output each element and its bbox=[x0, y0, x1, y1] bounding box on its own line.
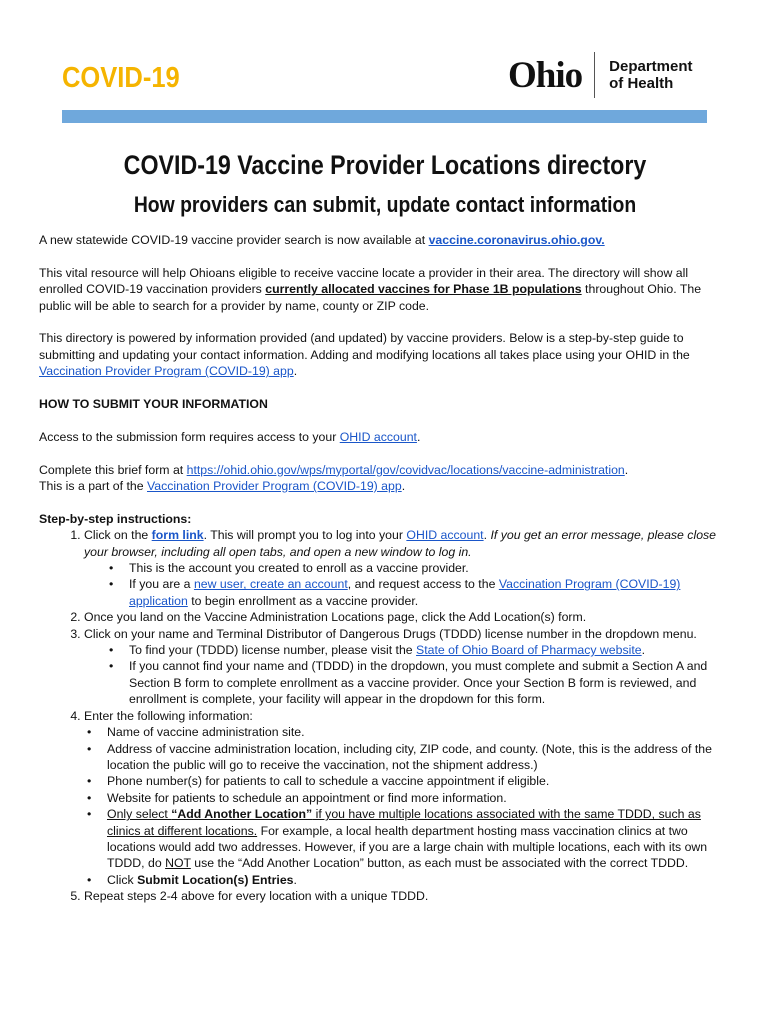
intro-paragraph-3: This directory is powered by information provided (and updated) by vaccine providers. Below is a step-by-step guide to submitting and updating your contact information. Adding and modifying locations all takes place using your OHID in the Vaccination Provider Program (COVID-19) app. bbox=[39, 331, 690, 379]
create-account-link[interactable]: new user, create an account bbox=[193, 577, 348, 592]
steps-heading: Step-by-step instructions: bbox=[39, 511, 192, 526]
step-4-bullets bbox=[84, 724, 729, 888]
step-3-bullets bbox=[84, 642, 729, 708]
step-4-bullet-1: • Name of vaccine administration site. bbox=[107, 724, 729, 740]
document-subtitle: How providers can submit, update contact information bbox=[133, 192, 637, 217]
step-3: 3. Click on your name and Terminal Distributor of Dangerous Drugs (TDDD) license number in the dropdown menu. • To find your (TDDD) license number, please visit the State of Ohio Board of Pharmacy website. • If you cannot find your name and (TDDD) in the dropdown, you must complete and submit a Section A and Section B form to complete enrollment as a vaccine provider. Once your Section B form is reviewed, and enrollment is complete, your facility will appear in the dropdown for this form. bbox=[84, 626, 729, 708]
step-4: 4. Enter the following information: • Name of vaccine administration site. • Address of vaccine administration location, including city, ZIP code, and county. (Note, this is the address of the location the public will go to receive the vaccination, not the shipment address.) • Phone number(s) for patients to call to schedule a vaccine appointment if eligible. • Website for patients to schedule an appointment or find more information. • Only select “Add Another Location” if you have multiple locations associated with the same TDDD, such as clinics at different locations. For example, a local health department hosting mass vaccination clinics at two locations would add two addresses. However, if you are a large chain with multiple locations, each with its own TDDD, do NOT use the “Add Another Location” button, as each must be associated with the correct TDDD. • Click Submit Location(s) Entries. bbox=[84, 708, 729, 888]
vaccination-program-app-link[interactable]: Vaccination Program (COVID-19) application bbox=[129, 577, 681, 608]
pharmacy-board-link[interactable]: State of Ohio Board of Pharmacy website bbox=[416, 643, 642, 658]
step-5: 5. Repeat steps 2-4 above for every location with a unique TDDD. bbox=[84, 888, 729, 904]
step-1-bullets bbox=[84, 560, 729, 609]
document-body bbox=[39, 232, 729, 905]
steps-list bbox=[39, 527, 729, 904]
vaccination-provider-app-link-2[interactable]: Vaccination Provider Program (COVID-19) app bbox=[147, 479, 402, 494]
step-1-bullet-1: • This is the account you created to enroll as a vaccine provider. bbox=[129, 560, 729, 576]
ohid-account-link[interactable]: OHID account bbox=[339, 429, 417, 444]
vaccination-provider-app-link[interactable]: Vaccination Provider Program (COVID-19) app bbox=[39, 364, 294, 379]
step-4-bullet-6: • Click Submit Location(s) Entries. bbox=[107, 872, 729, 888]
step-1: 1. Click on the form link. This will prompt you to log into your OHID account. If you get an error message, please close your browser, including all open tabs, and open a new window to log in. • This is the account you created to enroll as a vaccine provider. • If you are a new user, create an account, and request access to the Vaccination Program (COVID-19) application to begin enrollment as a vaccine provider. bbox=[84, 527, 729, 609]
step-4-bullet-2: • Address of vaccine administration location, including city, ZIP code, and county. (Note, this is the address of the location the public will go to receive the vaccination, not the shipment address.) bbox=[107, 741, 729, 774]
dept-line2: of Health bbox=[609, 75, 674, 92]
step-3-bullet-2: • If you cannot find your name and (TDDD) in the dropdown, you must complete and submit a Section A and Section B form to complete enrollment as a vaccine provider. Once your Section B form is reviewed, and enrollment is complete, your facility will appear in the dropdown for this form. bbox=[129, 658, 729, 707]
dept-line1: Department bbox=[609, 58, 693, 75]
submit-heading: HOW TO SUBMIT YOUR INFORMATION bbox=[39, 397, 268, 412]
error-note: If you get an error message, please close your browser, including all open tabs, and open a new window to log in. bbox=[84, 528, 717, 559]
access-paragraph: Access to the submission form requires access to your OHID account. bbox=[39, 429, 421, 444]
step-1-bullet-2: • If you are a new user, create an account, and request access to the Vaccination Program (COVID-19) application to begin enrollment as a vaccine provider. bbox=[129, 576, 729, 609]
logo-divider bbox=[594, 52, 595, 98]
step-2: 2. Once you land on the Vaccine Administration Locations page, click the Add Location(s) form. bbox=[84, 609, 729, 625]
header-divider-bar bbox=[62, 110, 707, 123]
vaccine-site-link[interactable]: vaccine.coronavirus.ohio.gov. bbox=[428, 233, 605, 247]
ohio-department-of-health-logo bbox=[508, 52, 693, 98]
step-4-bullet-3: • Phone number(s) for patients to call to schedule a vaccine appointment if eligible. bbox=[107, 773, 729, 789]
step-3-bullet-1: • To find your (TDDD) license number, please visit the State of Ohio Board of Pharmacy website. bbox=[129, 642, 729, 658]
ohio-logo-word: Ohio bbox=[508, 54, 583, 96]
phase-1b-emphasis: currently allocated vaccines for Phase 1B populations bbox=[265, 282, 582, 297]
covid-19-brand: COVID-19 bbox=[62, 62, 180, 94]
ohid-account-link-2[interactable]: OHID account bbox=[406, 528, 484, 543]
form-link[interactable]: form link bbox=[151, 528, 204, 543]
step-4-bullet-4: • Website for patients to schedule an appointment or find more information. bbox=[107, 790, 729, 806]
department-name bbox=[609, 58, 692, 92]
step-4-bullet-5: • Only select “Add Another Location” if you have multiple locations associated with the same TDDD, such as clinics at different locations. For example, a local health department hosting mass vaccination clinics at two locations would add two addresses. However, if you are a large chain with multiple locations, each with its own TDDD, do NOT use the “Add Another Location” button, as each must be associated with the correct TDDD. bbox=[107, 806, 729, 872]
form-url-link[interactable]: https://ohid.ohio.gov/wps/myportal/gov/covidvac/locations/vaccine-administration bbox=[186, 462, 625, 477]
intro-paragraph-2: This vital resource will help Ohioans eligible to receive vaccine locate a provider in their area. The directory will show all enrolled COVID-19 vaccination providers currently allocated vaccines for Phase 1B populations throughout Ohio. The public will be able to search for a provider by name, county or ZIP code. bbox=[39, 265, 702, 313]
document-title: COVID-19 Vaccine Provider Locations directory bbox=[123, 150, 647, 180]
complete-form-paragraph: Complete this brief form at https://ohid.ohio.gov/wps/myportal/gov/covidvac/locations/vaccine-administration. This is a part of the Vaccination Provider Program (COVID-19) app. bbox=[39, 462, 629, 494]
intro-paragraph-1: A new statewide COVID-19 vaccine provider search is now available at vaccine.coronavirus.ohio.gov. bbox=[39, 233, 605, 247]
